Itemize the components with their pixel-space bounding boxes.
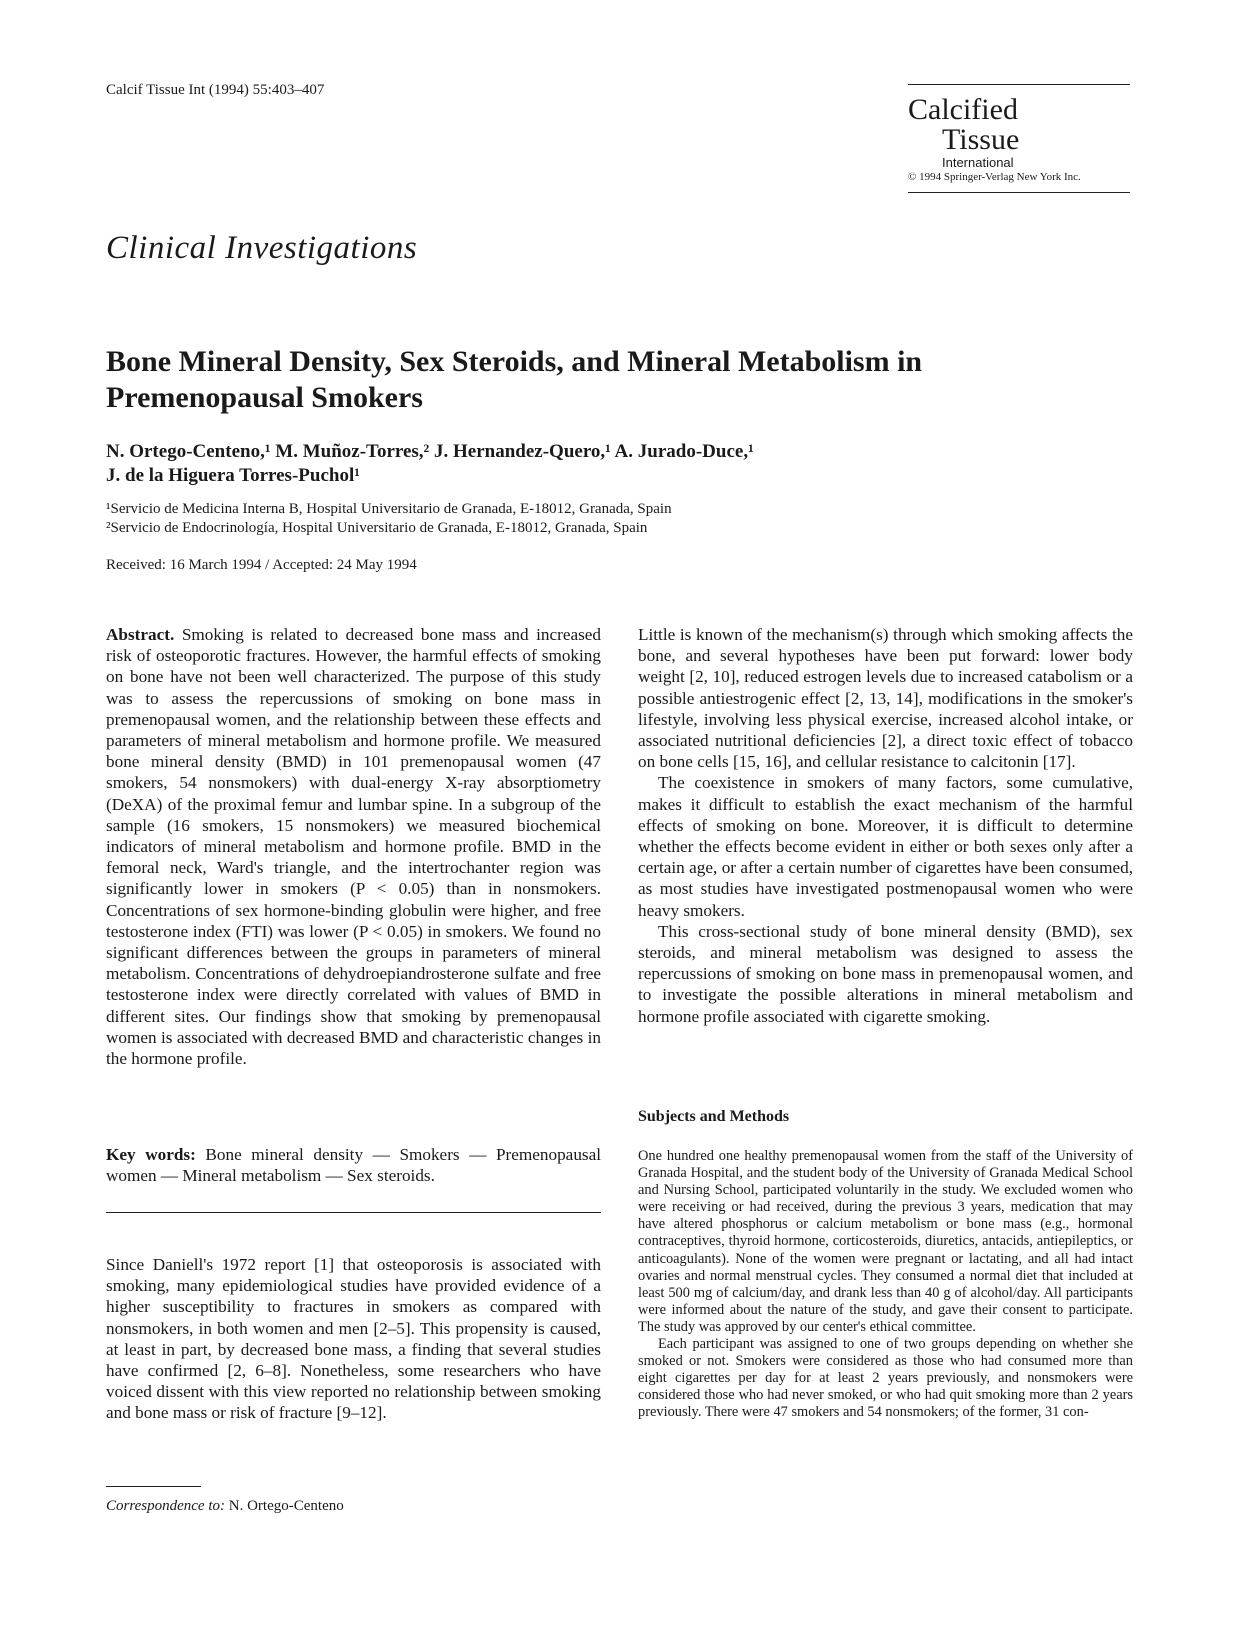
masthead-top-rule [908, 84, 1130, 85]
journal-title-line1: Calcified [908, 93, 1018, 126]
keywords [106, 1144, 601, 1186]
author-list [106, 440, 1106, 488]
keywords-label: Key words: [106, 1145, 196, 1164]
correspondence [106, 1498, 344, 1515]
journal-masthead [908, 84, 1130, 193]
introduction-left [106, 1254, 601, 1424]
correspondence-label: Correspondence to: [106, 1498, 226, 1514]
abstract [106, 624, 601, 1069]
affiliations [106, 500, 1106, 538]
abstract-text: Smoking is related to decreased bone mass and increased risk of osteoporotic fractures. However, the harmful effects of smoking on bone have not been well characterized. The purpose of this study was to assess the repercussions of smoking on bone mass in premenopausal women, and the relationship between these effects and parameters of mineral metabolism and hormone profile. We measured bone mineral density (BMD) in 101 premenopausal women (47 smokers, 54 nonsmokers) with dual-energy X-ray absorptiometry (DeXA) of the proximal femur and lumbar spine. In a subgroup of the sample (16 smokers, 15 nonsmokers) we measured biochemical indicators of mineral metabolism and hormone profile. BMD in the femoral neck, Ward's triangle, and the intertrochanter region was significantly lower in smokers (P < 0.05) than in nonsmokers. Concentrations of sex hormone-binding globulin were higher, and free testosterone index (FTI) was lower (P < 0.05) in smokers. We found no significant differences between the groups in parameters of mineral metabolism. Concentrations of dehydroepiandrosterone sulfate and free testosterone index were directly correlated with values of BMD in different sites. Our findings show that smoking by premenopausal women is associated with decreased BMD and characteristic changes in the hormone profile. [106, 625, 602, 1069]
journal-citation: Calcif Tissue Int (1994) 55:403–407 [106, 82, 325, 98]
abstract-divider [106, 1212, 601, 1213]
methods-heading: Subjects and Methods [638, 1108, 790, 1125]
intro-paragraph: Since Daniell's 1972 report [1] that osteoporosis is associated with smoking, many epidemiological studies have provided evidence of a higher susceptibility to fractures in smokers as compared with nonsmokers, in both women and men [2–5]. This propensity is caused, at least in part, by decreased bone mass, a finding that several studies have confirmed [2, 6–8]. Nonetheless, some researchers who have voiced dissent with this view reported no relationship between smoking and bone mass or risk of fracture [9–12]. [106, 1255, 601, 1423]
journal-copyright: © 1994 Springer-Verlag New York Inc. [908, 171, 1081, 183]
authors-line-1: N. Ortego-Centeno,¹ M. Muñoz-Torres,² J. Hernandez-Quero,¹ A. Jurado-Duce,¹ [106, 441, 754, 462]
methods-body [638, 1148, 1133, 1422]
journal-title-line3: International [942, 155, 1014, 170]
affiliation-1: ¹Servicio de Medicina Interna B, Hospital Universitario de Granada, E-18012, Granada, Spain [106, 501, 672, 517]
correspondence-name: N. Ortego-Centeno [228, 1498, 344, 1514]
methods-paragraph-2: Each participant was assigned to one of two groups depending on whether she smoked or not. Smokers were considered as those who had consumed more than eight cigarettes per day for at least 2 years previously, and nonsmokers were considered those who had never smoked, or who had quit smoking more than 2 years previously. There were 47 smokers and 54 nonsmokers; of the former, 31 con- [638, 1336, 1133, 1421]
masthead-bottom-rule [908, 192, 1130, 193]
article-title: Bone Mineral Density, Sex Steroids, and Mineral Metabolism in Premenopausal Smokers [106, 345, 923, 414]
affiliation-2: ²Servicio de Endocrinología, Hospital Universitario de Granada, E-18012, Granada, Spain [106, 520, 648, 536]
section-heading: Clinical Investigations [106, 230, 418, 266]
keywords-text: Bone mineral density — Smokers — Premenopausal women — Mineral metabolism — Sex steroids. [106, 1145, 602, 1186]
authors-line-2: J. de la Higuera Torres-Puchol¹ [106, 465, 360, 486]
footnote-rule [106, 1486, 201, 1487]
abstract-label: Abstract. [106, 625, 175, 644]
received-dates: Received: 16 March 1994 / Accepted: 24 May 1994 [106, 557, 417, 573]
intro-paragraph-1: Little is known of the mechanism(s) through which smoking affects the bone, and several hypotheses have been put forward: lower body weight [2, 10], reduced estrogen levels due to increased catabolism or a possible antiestrogenic effect [2, 13, 14], modifications in the smoker's lifestyle, involving less physical exercise, increased alcohol intake, or associated nutritional deficiencies [2], a direct toxic effect of tobacco on bone cells [15, 16], and cellular resistance to calcitonin [17]. [638, 625, 1133, 772]
intro-paragraph-3: This cross-sectional study of bone mineral density (BMD), sex steroids, and mineral metabolism was designed to assess the repercussions of smoking on bone mass in premenopausal women, and to investigate the possible alterations in mineral metabolism and hormone profile associated with cigarette smoking. [638, 921, 1133, 1026]
intro-paragraph-2: The coexistence in smokers of many factors, some cumulative, makes it difficult to establish the exact mechanism of the harmful effects of smoking on bone. Moreover, it is difficult to determine whether the effects become evident in either or both sexes only after a certain age, or after a certain number of cigarettes have been consumed, as most studies have investigated postmenopausal women who were heavy smokers. [638, 773, 1133, 920]
introduction-right [638, 624, 1133, 1027]
journal-title-line2: Tissue [942, 123, 1020, 156]
methods-paragraph-1: One hundred one healthy premenopausal women from the staff of the University of Granada Hospital, and the student body of the University of Granada Medical School and Nursing School, participated voluntarily in the study. We excluded women who were receiving or had received, during the previous 3 years, medication that may have altered phosphorus or calcium metabolism or bone mass (e.g., hormonal contraceptives, thyroid hormone, corticosteroids, diuretics, antacids, antiepileptics, or anticoagulants). None of the women were pregnant or lactating, and all had intact ovaries and normal menstrual cycles. They consumed a normal diet that included at least 500 mg of calcium/day, and drank less than 40 g of alcohol/day. All participants were informed about the nature of the study, and gave their consent to participate. The study was approved by our center's ethical committee. [638, 1148, 1133, 1335]
